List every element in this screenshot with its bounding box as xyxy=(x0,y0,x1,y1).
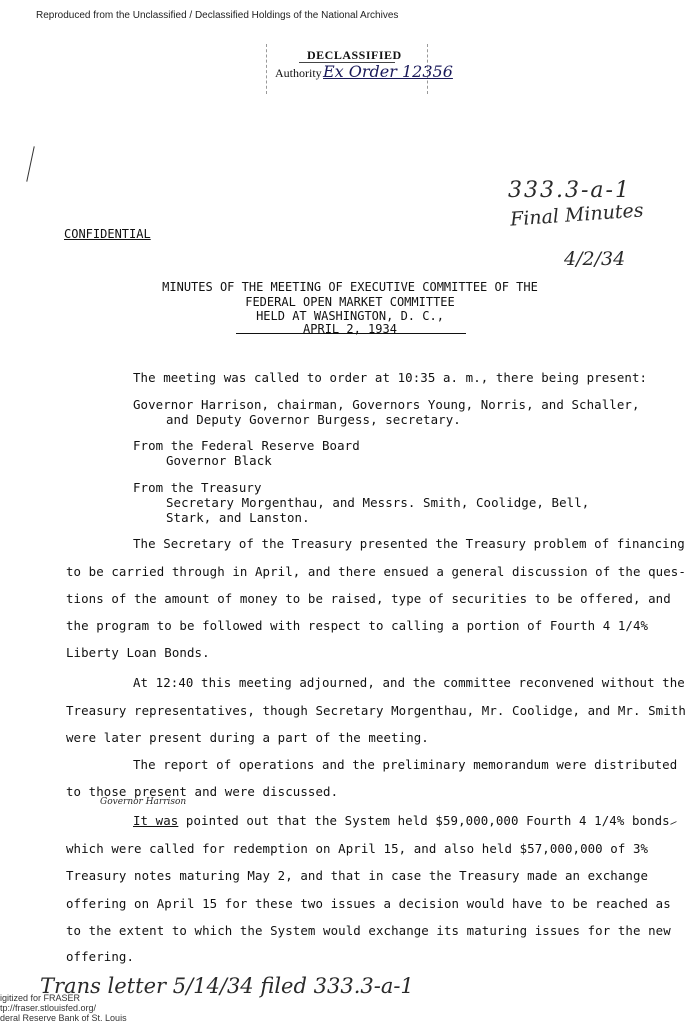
heading-line-2: FEDERAL OPEN MARKET COMMITTEE xyxy=(245,295,455,309)
present-line-2: and Deputy Governor Burgess, secretary. xyxy=(166,412,461,427)
stamp-title: DECLASSIFIED xyxy=(307,48,402,62)
paragraph-1-line-4: the program to be followed with respect to calling a portion of Fourth 4 1/4% xyxy=(66,618,649,633)
classification-label: CONFIDENTIAL xyxy=(64,227,151,241)
file-number-annotation: 333.3-a-1 xyxy=(508,178,631,203)
reproduction-note: Reproduced from the Unclassified / Declassified Holdings of the National Archives xyxy=(36,10,399,21)
paragraph-4-line-3: Treasury notes maturing May 2, and that in case the Treasury made an exchange xyxy=(66,868,649,883)
call-to-order: The meeting was called to order at 10:35 a. m., there being present: xyxy=(133,370,648,385)
treasury-members-1: Secretary Morgenthau, and Messrs. Smith, Coolidge, Bell, xyxy=(166,495,590,510)
stamp-authority-label: Authority xyxy=(275,66,322,80)
paragraph-4-line-1 xyxy=(133,813,670,828)
paragraph-4-line-2: which were called for redemption on April 15, and also held $57,000,000 of 3% xyxy=(66,841,649,856)
paragraph-1-line-1: The Secretary of the Treasury presented the Treasury problem of financing xyxy=(133,536,685,551)
paragraph-1-line-3: tions of the amount of money to be raised, type of securities to be offered, and xyxy=(66,591,671,606)
frb-member: Governor Black xyxy=(166,453,272,468)
paragraph-3-line-2: to those present and were discussed. xyxy=(66,784,339,799)
transmittal-annotation: Trans letter 5/14/34 filed 333.3-a-1 xyxy=(40,974,414,998)
paragraph-4-line-5: to the extent to which the System would exchange its maturing issues for the new xyxy=(66,923,671,938)
heading-line-1: MINUTES OF THE MEETING OF EXECUTIVE COMMITTEE OF THE xyxy=(162,280,538,294)
footer-bank: deral Reserve Bank of St. Louis xyxy=(0,1013,127,1023)
final-minutes-annotation: Final Minutes xyxy=(509,199,645,231)
present-line-1: Governor Harrison, chairman, Governors Young, Norris, and Schaller, xyxy=(133,397,640,412)
paragraph-1-line-5: Liberty Loan Bonds. xyxy=(66,645,210,660)
paragraph-3-line-1: The report of operations and the preliminary memorandum were distributed xyxy=(133,757,678,772)
paragraph-2-line-2: Treasury representatives, though Secretary Morgenthau, Mr. Coolidge, and Mr. Smith xyxy=(66,703,686,718)
stamp-authority-value: Ex Order 12356 xyxy=(323,62,453,81)
paragraph-1-line-2: to be carried through in April, and there ensued a general discussion of the ques- xyxy=(66,564,686,579)
paragraph-4-line-4: offering on April 15 for these two issues a decision would have to be reached as xyxy=(66,896,671,911)
heading-underline xyxy=(236,333,466,334)
frb-label: From the Federal Reserve Board xyxy=(133,438,360,453)
heading-date: APRIL 2, 1934 xyxy=(303,322,397,336)
paragraph-4-line-1-text: pointed out that the System held $59,000,000 Fourth 4 1/4% bonds xyxy=(178,813,670,828)
declassified-stamp xyxy=(266,44,453,94)
treasury-members-2: Stark, and Lanston. xyxy=(166,510,310,525)
paragraph-2-line-1: At 12:40 this meeting adjourned, and the committee reconvened without the xyxy=(133,675,685,690)
footer-digitized: igitized for FRASER xyxy=(0,993,81,1003)
treasury-label: From the Treasury xyxy=(133,480,262,495)
initials-annotation: Governor Harrison xyxy=(100,797,187,807)
paragraph-4-line-6: offering. xyxy=(66,949,135,964)
paragraph-4-lead: It was xyxy=(133,813,179,828)
footer-url: tp://fraser.stlouisfed.org/ xyxy=(0,1003,97,1013)
file-date-annotation: 4/2/34 xyxy=(564,248,626,270)
paragraph-2-line-3: were later present during a part of the meeting. xyxy=(66,730,429,745)
margin-tick-mark xyxy=(26,146,34,181)
margin-check-mark: – xyxy=(667,815,680,830)
heading-line-3: HELD AT WASHINGTON, D. C., xyxy=(256,309,444,323)
